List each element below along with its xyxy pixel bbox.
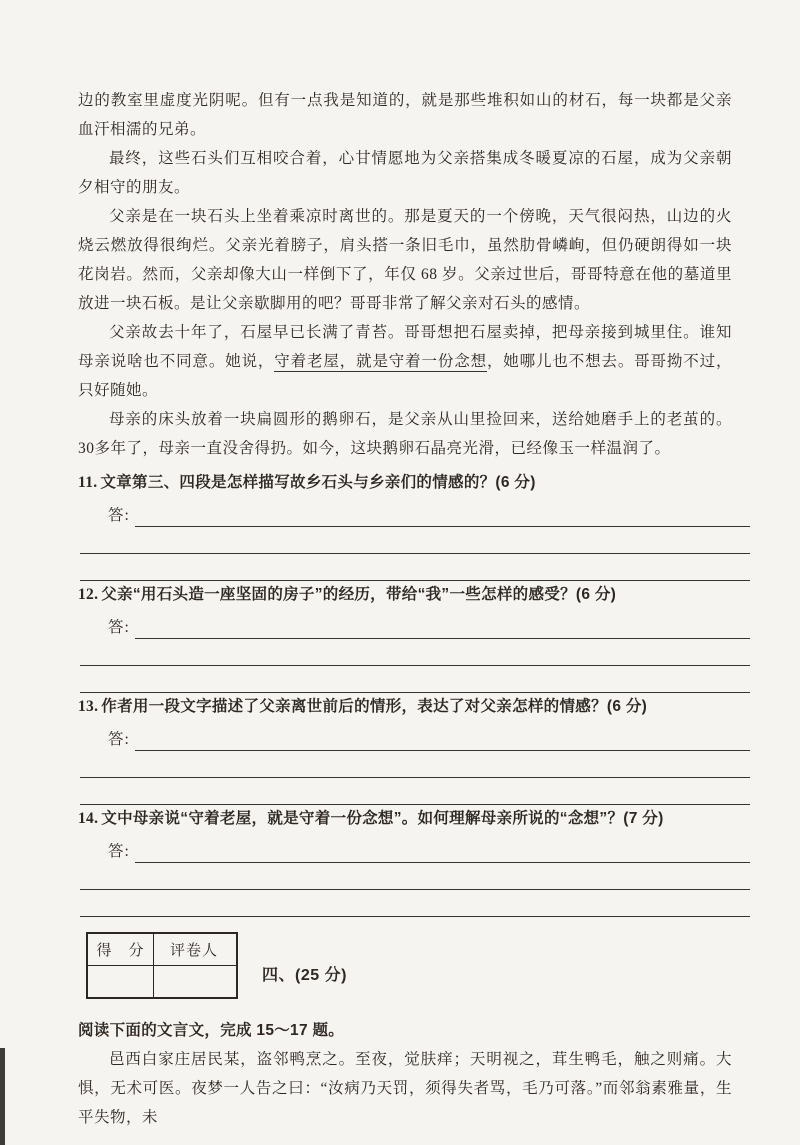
essay-paragraph: 母亲的床头放着一块扁圆形的鹅卵石，是父亲从山里捡回来，送给她磨手上的老茧的。30多年了，母亲一直没舍得扔。如今，这块鹅卵石晶亮光滑，已经像玉一样温润了。 (78, 411, 732, 457)
classical-passage: 邑西白家庄居民某，盗邻鸭烹之。至夜，觉肤痒；天明视之，茸生鸭毛，触之则痛。大惧，无术可医。夜梦一人告之曰：“汝病乃天罚，须得失者骂，毛乃可落。”而邻翁素雅量，生平失物，未 (78, 1051, 732, 1126)
score-empty-cell (88, 966, 154, 997)
answer-line (135, 840, 750, 863)
question-text: 11. 文章第三、四段是怎样描写故乡石头与乡亲们的情感的？(6 分) (78, 474, 536, 491)
answer-line (80, 666, 750, 693)
answer-line (80, 890, 750, 917)
answer-line (80, 778, 750, 805)
question-12 (78, 581, 732, 693)
question-number: 13. (78, 698, 99, 715)
score-table-body (88, 966, 236, 997)
paragraph-text: ，她哪儿也不想去。哥哥拗不过，只好随她。 (78, 353, 732, 399)
answer-line (135, 504, 750, 527)
answer-line (80, 863, 750, 890)
essay-paragraph: 边的教室里虚度光阴呢。但有一点我是知道的，就是那些堆积如山的材石，每一块都是父亲血汗相濡的兄弟。 (78, 92, 732, 138)
score-section (78, 932, 732, 999)
answer-label: 答: (108, 619, 130, 636)
underlined-quote: 守着老屋，就是守着一份念想 (274, 353, 487, 370)
answer-line (80, 639, 750, 666)
question-11 (78, 469, 732, 581)
score-header-cell: 得 分 (88, 934, 154, 965)
score-table (86, 932, 238, 999)
answer-area (78, 721, 750, 751)
question-number: 12. (78, 586, 99, 603)
answer-area (78, 833, 750, 863)
question-number: 14. (78, 810, 99, 827)
essay-paragraph (78, 318, 732, 405)
answer-line (80, 527, 750, 554)
answer-line (135, 616, 750, 639)
page-content (78, 86, 732, 1132)
scan-edge-artifact (0, 1048, 5, 1145)
answer-area (78, 497, 750, 527)
answer-line (80, 751, 750, 778)
answer-area (78, 609, 750, 639)
answer-line (135, 728, 750, 751)
answer-line (80, 554, 750, 581)
paragraph-text: 父亲故去十年了，石屋早已长满了青苔。哥哥想把石屋卖掉，把母亲接到城里住。谁知母亲说啥也不同意。她说， (78, 324, 732, 370)
question-text: 14. 文中母亲说“守着老屋，就是守着一份念想”。如何理解母亲所说的“念想”？(7 分) (78, 810, 664, 827)
answer-label: 答: (108, 731, 130, 748)
section-heading: 四、(25 分) (262, 967, 347, 984)
answer-label: 答: (108, 843, 130, 860)
essay-paragraph: 父亲是在一块石头上坐着乘凉时离世的。那是夏天的一个傍晚，天气很闷热，山边的火烧云燃放得很绚烂。父亲光着膀子，肩头搭一条旧毛巾，虽然肋骨嶙峋，但仍硬朗得如一块花岗岩。然而，父亲却像大山一样倒下了，年仅 68 岁。父亲过世后，哥哥特意在他的墓道里放进一块石板。是让父亲歇脚用的吧？哥哥非常了解父亲对石头的感情。 (78, 208, 732, 312)
question-text: 12. 父亲“用石头造一座坚固的房子”的经历，带给“我”一些怎样的感受？(6 分) (78, 586, 617, 603)
grader-header-cell: 评卷人 (169, 943, 218, 959)
answer-label: 答: (108, 507, 130, 524)
reading-instruction: 阅读下面的文言文，完成 15～17 题。 (78, 1022, 345, 1039)
question-text: 13. 作者用一段文字描述了父亲离世前后的情形，表达了对父亲怎样的情感？(6 分) (78, 698, 648, 715)
essay-paragraph: 最终，这些石头们互相咬合着，心甘情愿地为父亲搭集成冬暖夏凉的石屋，成为父亲朝夕相守的朋友。 (78, 150, 732, 196)
grader-empty-cell (154, 966, 234, 997)
question-13 (78, 693, 732, 805)
question-number: 11. (78, 474, 98, 491)
score-table-header (88, 934, 236, 966)
question-14 (78, 805, 732, 917)
